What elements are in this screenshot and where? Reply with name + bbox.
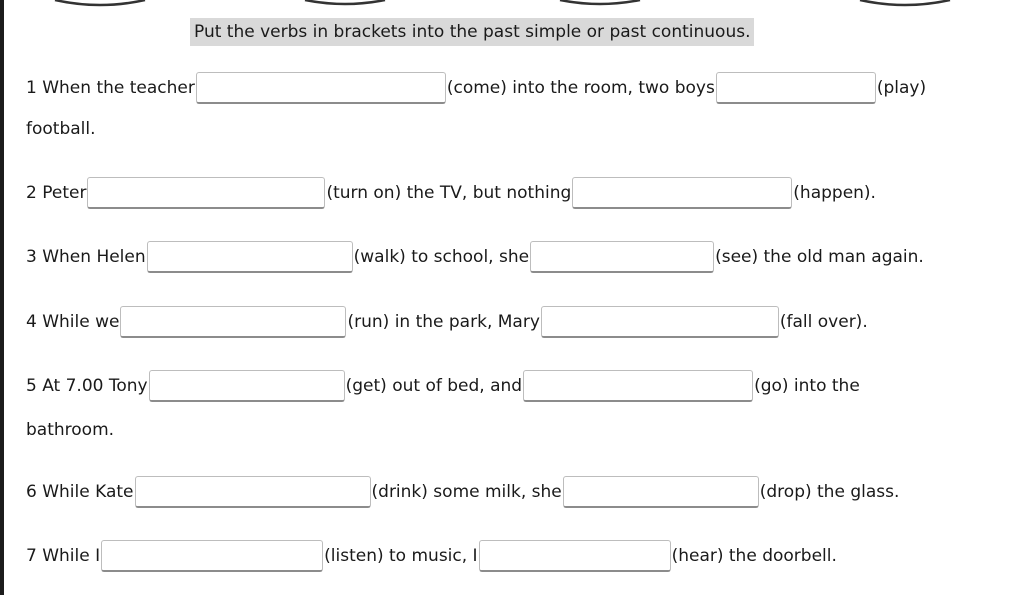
decor-arc-2: [305, 0, 385, 4]
item-2-verb-2: (happen).: [793, 183, 876, 203]
item-5-continuation: bathroom.: [26, 420, 115, 440]
exercise-item-1: [26, 68, 926, 108]
item-2-blank-2[interactable]: [572, 177, 792, 209]
exercise-item-3: [26, 237, 924, 277]
exercise-item-6: [26, 472, 899, 512]
item-5-blank-1[interactable]: [149, 370, 345, 402]
item-5-verb-2: (go) into the: [754, 376, 860, 396]
item-2-text: 2 Peter: [26, 183, 87, 203]
item-1-verb-2: (play): [876, 78, 927, 98]
item-4-blank-1[interactable]: [120, 306, 346, 338]
item-3-verb-1: (walk) to school, she: [353, 247, 530, 267]
exercise-title: Put the verbs in brackets into the past simple or past continuous.: [190, 18, 754, 46]
item-6-blank-1[interactable]: [135, 476, 371, 508]
item-6-verb-1: (drink) some milk, she: [371, 482, 562, 502]
top-decoration: [0, 0, 1024, 12]
item-7-verb-2: (hear) the doorbell.: [671, 546, 837, 566]
item-4-verb-1: (run) in the park, Mary: [347, 312, 540, 332]
item-1-blank-2[interactable]: [716, 72, 876, 104]
item-3-text: 3 When Helen: [26, 247, 146, 267]
decor-arc-1: [55, 0, 145, 5]
item-4-text: 4 While we: [26, 312, 120, 332]
exercise-item-5: [26, 366, 860, 406]
item-6-verb-2: (drop) the glass.: [759, 482, 900, 502]
item-1-verb-1: (come) into the room, two boys: [446, 78, 715, 98]
item-5-blank-2[interactable]: [523, 370, 753, 402]
item-2-verb-1: (turn on) the TV, but nothing: [326, 183, 572, 203]
exercise-item-4: [26, 302, 868, 342]
item-3-blank-2[interactable]: [530, 241, 714, 273]
item-7-verb-1: (listen) to music, I: [324, 546, 478, 566]
item-6-text: 6 While Kate: [26, 482, 134, 502]
decor-arc-3: [560, 0, 640, 4]
item-6-blank-2[interactable]: [563, 476, 759, 508]
exercise-item-2: [26, 173, 876, 213]
item-4-blank-2[interactable]: [541, 306, 779, 338]
item-7-text: 7 While I: [26, 546, 101, 566]
decor-arc-4: [860, 0, 950, 5]
item-7-blank-1[interactable]: [101, 540, 323, 572]
page-left-border: [0, 0, 4, 595]
item-3-blank-1[interactable]: [147, 241, 353, 273]
item-1-text: 1 When the teacher: [26, 78, 195, 98]
item-1-blank-1[interactable]: [196, 72, 446, 104]
item-5-text: 5 At 7.00 Tony: [26, 376, 148, 396]
item-4-verb-2: (fall over).: [779, 312, 868, 332]
item-7-blank-2[interactable]: [479, 540, 671, 572]
item-3-verb-2: (see) the old man again.: [715, 247, 924, 267]
exercise-item-7: [26, 536, 837, 576]
item-5-verb-1: (get) out of bed, and: [345, 376, 523, 396]
item-2-blank-1[interactable]: [87, 177, 325, 209]
item-1-continuation: football.: [26, 119, 96, 139]
